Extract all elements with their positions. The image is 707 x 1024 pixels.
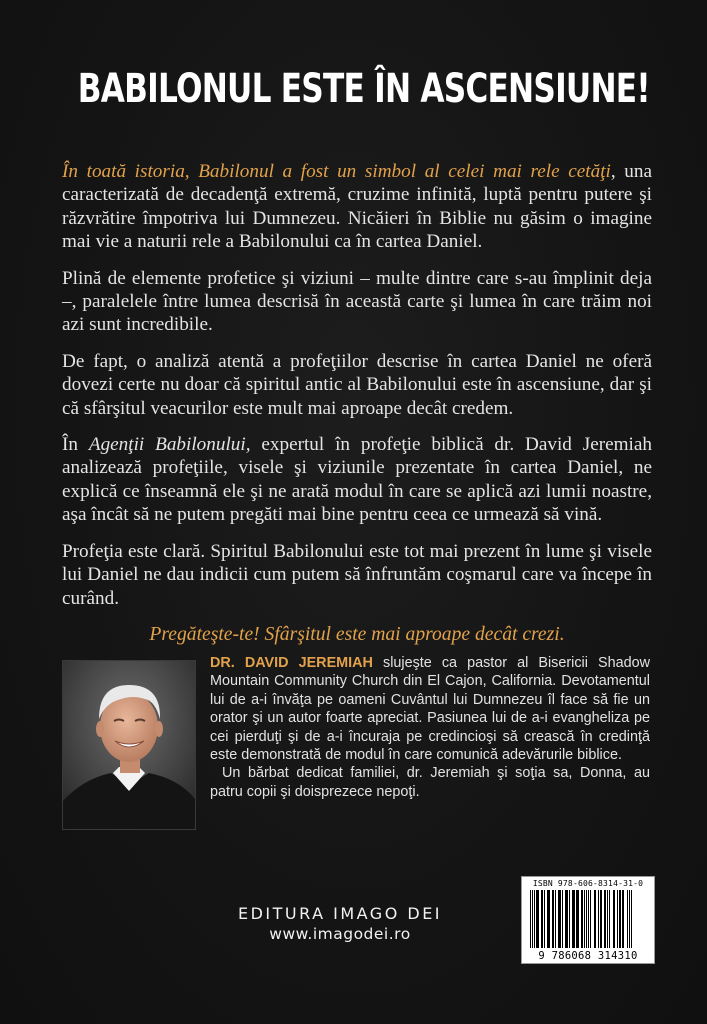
- barcode-bar: [584, 890, 585, 948]
- barcode-bar: [600, 890, 602, 948]
- barcode-bar: [622, 890, 624, 948]
- blurb-paragraph-5: Profeţia este clară. Spiritul Babilonului este tot mai prezent în lume şi visele lui Daniel ne dau indicii cum putem să înfruntăm coşmarul care va începe în curând.: [62, 540, 652, 609]
- blurb-paragraph-1-rest: , una caracterizată de decadenţă extremă, cruzime infinită, luptă pentru putere şi răzvrătire împotriva lui Dumnezeu. Nicăieri în Biblie nu găsim o imagine mai vie a naturii rele a Babilonului ca în cartea Daniel.: [62, 161, 652, 253]
- barcode-bar: [604, 890, 606, 948]
- author-bio-text-1: slujeşte ca pastor al Bisericii Shadow Mountain Community Church din El Cajon, California. Devotamentul lui de a-i învăţa pe oameni Cuvântul lui Dumnezeu îl face să fie un orator şi un autor foarte apreciat. Pasiunea lui de a-i evangheliza pe cei pierduţi şi de a-i încuraja pe credincioşi să crească în credinţă este demonstrată de modul în care comunică adevărurile biblice.: [210, 655, 650, 764]
- barcode-bar: [534, 890, 535, 948]
- barcode-bar: [565, 890, 568, 948]
- author-bio-paragraph-1: [210, 654, 650, 764]
- isbn-label: ISBN 978-606-8314-31-0: [532, 879, 644, 888]
- author-photo: [62, 660, 196, 830]
- isbn-barcode: [521, 876, 655, 964]
- barcode-bar: [530, 890, 531, 948]
- publisher-url: www.imagodei.ro: [269, 925, 411, 943]
- barcode-bar: [558, 890, 561, 948]
- barcode-bar: [588, 890, 589, 948]
- blurb-paragraph-3: De fapt, o analiză atentă a profeţiilor descrise în cartea Daniel ne oferă dovezi certe nu doar că spiritul antic al Babilonului este în ascensiune, dar şi că sfârşitul veacurilor este mult mai aproape decât credem.: [62, 350, 652, 419]
- barcode-bar: [541, 890, 543, 948]
- author-bio-paragraph-2: Un bărbat dedicat familiei, dr. Jeremiah şi soţia sa, Donna, au patru copii şi doisprezece nepoţi.: [210, 765, 650, 800]
- barcode-bar: [586, 890, 587, 948]
- barcode-bar: [594, 890, 596, 948]
- barcode-bar: [581, 890, 583, 948]
- barcode-bar: [569, 890, 570, 948]
- barcode-bar: [627, 890, 628, 948]
- barcode-bar: [607, 890, 608, 948]
- publisher-block: [200, 904, 480, 944]
- author-name: DR. DAVID JEREMIAH: [210, 655, 373, 671]
- publisher-name: EDITURA IMAGO DEI: [237, 904, 443, 923]
- barcode-bar: [562, 890, 563, 948]
- barcode-bar: [552, 890, 554, 948]
- author-portrait-image: [63, 661, 195, 829]
- book-title: Agenţii Babilonului,: [88, 434, 251, 456]
- barcode-bar: [598, 890, 599, 948]
- barcode-bar: [619, 890, 621, 948]
- blurb-paragraph-4: [62, 433, 652, 527]
- barcode-bar: [572, 890, 575, 948]
- barcode-bar: [536, 890, 539, 948]
- blurb-paragraph-1: [62, 160, 652, 254]
- blurb-paragraph-2: Plină de elemente profetice şi viziuni – multe dintre care s-au împlinit deja –, paralelele între lumea descrisă în această carte şi lumea în care trăim noi azi sunt incredibile.: [62, 267, 652, 336]
- cover-headline: BABILONUL ESTE ÎN ASCENSIUNE!: [77, 66, 650, 112]
- ean-digits: 9 786068 314310: [538, 950, 638, 962]
- barcode-bar: [555, 890, 556, 948]
- blurb-text: [62, 160, 652, 659]
- barcode-bar: [576, 890, 579, 948]
- barcode-bar: [547, 890, 550, 948]
- closing-line: Pregăteşte-te! Sfârşitul este mai aproape decât crezi.: [149, 623, 565, 645]
- barcode-bar: [631, 890, 632, 948]
- barcode-bars-graphic: [528, 890, 648, 948]
- barcode-bar: [590, 890, 591, 948]
- blurb-highlight: În toată istoria, Babilonul a fost un simbol al celei mai rele cetăţi: [62, 161, 611, 182]
- barcode-bar: [629, 890, 630, 948]
- blurb-paragraph-4-rest: expertul în profeţie biblică dr. David Jeremiah analizează profeţiile, visele şi viziunile prezentate în cartea Daniel, ne explică ce înseamnă ele şi ne arată modul în care se aplică azi lumii noastre, aşa încât să ne putem pregăti mai bine pentru ceea ce urmează să vină.: [62, 434, 653, 526]
- barcode-bar: [532, 890, 533, 948]
- barcode-bar: [617, 890, 618, 948]
- blurb-paragraph-4-prefix: În: [62, 434, 89, 456]
- author-bio: [210, 654, 650, 801]
- barcode-bar: [609, 890, 610, 948]
- barcode-bar: [613, 890, 615, 948]
- barcode-bar: [544, 890, 545, 948]
